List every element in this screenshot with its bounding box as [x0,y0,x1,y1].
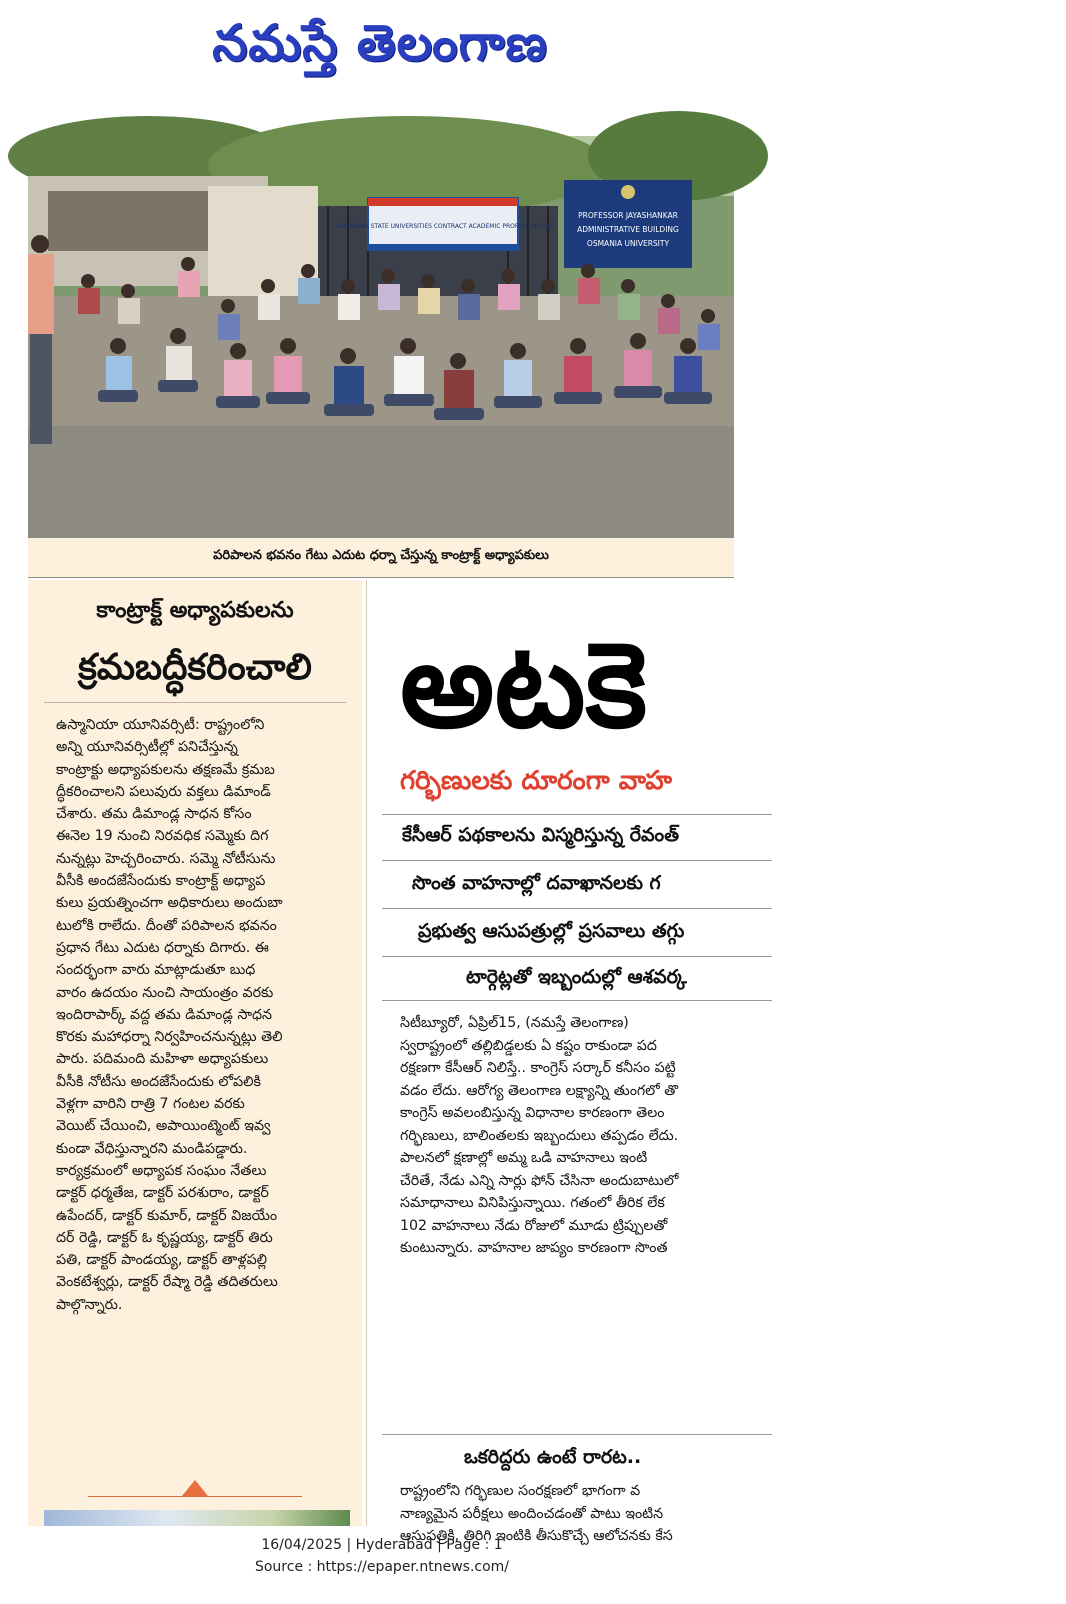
text-line: రక్షణగా కేసీఆర్ నిలిస్తే.. కాంగ్రెస్ సర్కార్ కనీసం పట్టి [400,1060,676,1076]
text-line: కాంగ్రెస్ అవలంబిస్తున్న విధానాల కారణంగా తెలం [400,1105,665,1121]
deck-rule [382,1434,772,1435]
main-story-subhead: ఒకరిద్దరు ఉంటే రారట.. [464,1446,642,1468]
footer-date-edition: 16/04/2025 | Hyderabad | Page : 1 [261,1537,503,1553]
deck-rule [382,956,772,957]
text-line: పాలనలో క్షణాల్లో అమ్మ ఒడి వాహనాలు ఇంటి [400,1150,648,1166]
text-line: సిటీబ్యూరో, ఏప్రిల్15, (నమస్తే తెలంగాణ) [400,1015,629,1031]
main-story-body [400,1012,1000,1260]
text-line: సందర్భంగా వారు మాట్లాడుతూ బుధ [56,962,256,979]
photo-caption-band [28,538,734,578]
sign-line-3: OSMANIA UNIVERSITY [586,239,670,248]
text-line: టులోకి రాలేదు. దీంతో పరిపాలన భవనం [56,917,277,934]
main-story [372,580,764,1544]
text-line: గర్భిణులు, బాలింతలకు ఇబ్బందులు తప్పడం లేదు. [400,1127,679,1144]
text-line: సమాధానాలు వినిపిస్తున్నాయి. గతంలో తీరిక లేక [400,1195,665,1211]
text-line: పాల్గొన్నారు. [56,1296,123,1313]
side-story-headline: క్రమబద్ధీకరించాలి [78,647,312,688]
text-line: వెంకటేశ్వర్లు, డాక్టర్ రేష్మా రెడ్డి తదితరులు [56,1274,278,1291]
text-line: ఉస్మానియా యూనివర్సిటీ: రాష్ట్రంలోని [56,717,265,733]
banner-text: TELANGANA STATE UNIVERSITIES CONTRACT ACADEMIC PROFESSORS JAC [331,223,555,230]
text-line: పారు. పదిమంది మహిళా అధ్యాపకులు [56,1051,269,1068]
text-line: అన్ని యూనివర్సిటీల్లో పనిచేస్తున్న [56,739,238,756]
photo-caption: పరిపాలన భవనం గేటు ఎదుట ధర్నా చేస్తున్న కాంట్రాక్ట్ అధ్యాపకులు [213,548,549,563]
text-line: దర్ రెడ్డి, డాక్టర్ ఓ కృష్ణయ్య, డాక్టర్ తిరు [56,1229,273,1246]
deck-rule [382,908,772,909]
sign-line-2: ADMINISTRATIVE BUILDING [577,225,679,234]
text-line: ఈనెల 19 నుంచి నిరవధిక సమ్మెకు దిగ [56,828,269,845]
deck-line: కేసీఆర్ పథకాలను విస్మరిస్తున్న రేవంత్ [402,824,679,846]
side-story-kicker: కాంట్రాక్ట్ అధ్యాపకులను [96,598,294,623]
text-line: ప్రధాన గేటు ఎదుట ధర్నాకు దిగారు. ఈ [56,939,269,956]
text-line: కాంట్రాక్టు అధ్యాపకులను తక్షణమే క్రమబ [56,761,275,778]
text-line: పతి, డాక్టర్ పాండయ్య, డాక్టర్ తాళ్లపల్లి [56,1252,268,1269]
text-line: ద్ధీకరించాలని పలువురు వక్తలు డిమాండ్ [56,783,271,800]
story-end-ornament [168,1480,222,1498]
text-line: 102 వాహనాలు నేడు రోజులో మూడు ట్రిప్పులతో [400,1217,668,1234]
news-photo [28,136,734,538]
side-story-body [56,714,348,1316]
text-line: నున్నట్లు హెచ్చరించారు. సమ్మె నోటీసును [56,850,276,867]
text-line: వారం ఉదయం నుంచి సాయంత్రం వరకు [56,984,274,1001]
footer-source: Source : https://epaper.ntnews.com/ [254,1559,510,1575]
text-line: వీసీకి నోటీసు అందజేసేందుకు లోపలికి [56,1073,261,1090]
text-line: ఆసుపత్రికి, తిరిగి ఇంటికి తీసుకొచ్చే ఆలోచనకు కేస [400,1528,673,1544]
deck-rule [382,1000,772,1001]
text-line: స్వరాష్ట్రంలో తల్లిబిడ్డలకు ఏ కష్టం రాకుండా పద [400,1037,657,1054]
text-line: ఉపేందర్, డాక్టర్ కుమార్, డాక్టర్ విజయేం [56,1207,278,1224]
text-line: వెయిట్ చేయించి, అపాయింట్మెంట్ ఇవ్వ [56,1118,271,1135]
text-line: కార్యక్రమంలో అధ్యాపక సంఘం నేతలు [56,1162,267,1179]
text-line: చేరితే, నేడు ఎన్ని సార్లు ఫోన్ చేసినా అందుబాటులో [400,1172,679,1189]
side-story-rule [44,702,346,703]
newspaper-title: నమస్తే తెలంగాణ [212,14,548,72]
next-photo-strip [44,1510,350,1526]
text-line: డాక్టర్ ధర్మతేజ, డాక్టర్ పరశురాం, డాక్టర్ [56,1185,269,1202]
text-line: ఇందిరాపార్క్ వద్ద తమ డిమాండ్ల సాధన [56,1006,272,1023]
main-story-subheadline: గర్భిణులకు దూరంగా వాహ [400,766,672,796]
text-line: నాణ్యమైన పరీక్షలు అందించడంతో పాటు ఇంటిన [400,1505,664,1522]
text-line: వడం లేదు. ఆరోగ్య తెలంగాణ లక్ష్యాన్ని తుంగలో తొ [400,1082,679,1099]
masthead [0,0,764,120]
page-footer [0,1534,764,1578]
deck-line: ప్రభుత్వ ఆసుపత్రుల్లో ప్రసవాలు తగ్గు [418,920,685,942]
deck-rule [382,860,772,861]
main-story-headline: అటకె [400,616,648,754]
text-line: కుండా వేధిస్తున్నారని మండిపడ్డారు. [56,1140,248,1157]
text-line: కులు ప్రయత్నించగా అధికారులు అందుబా [56,895,283,912]
text-line: వెళ్లగా వారిని రాత్రి 7 గంటల వరకు [56,1096,245,1113]
deck-line: టార్గెట్లతో ఇబ్బందుల్లో ఆశవర్క [466,966,687,988]
text-line: కొరకు మహాధర్నా నిర్వహించనున్నట్లు తెలి [56,1029,283,1046]
sign-line-1: PROFESSOR JAYASHANKAR [578,211,678,220]
text-line: చేశారు. తమ డిమాండ్ల సాధన కోసం [56,806,252,823]
text-line: వీసీకి అందజేసేందుకు కాంట్రాక్ట్ అధ్యాప [56,873,266,890]
deck-rule [382,814,772,815]
column-divider [366,580,367,1526]
text-line: రాష్ట్రంలోని గర్భిణుల సంరక్షణలో భాగంగా వ [400,1483,641,1499]
text-line: కుంటున్నారు. వాహనాల జాప్యం కారణంగా సొంత [400,1240,668,1256]
deck-line: సొంత వాహనాల్లో దవాఖానలకు గ [412,872,661,894]
side-story [28,580,362,1526]
